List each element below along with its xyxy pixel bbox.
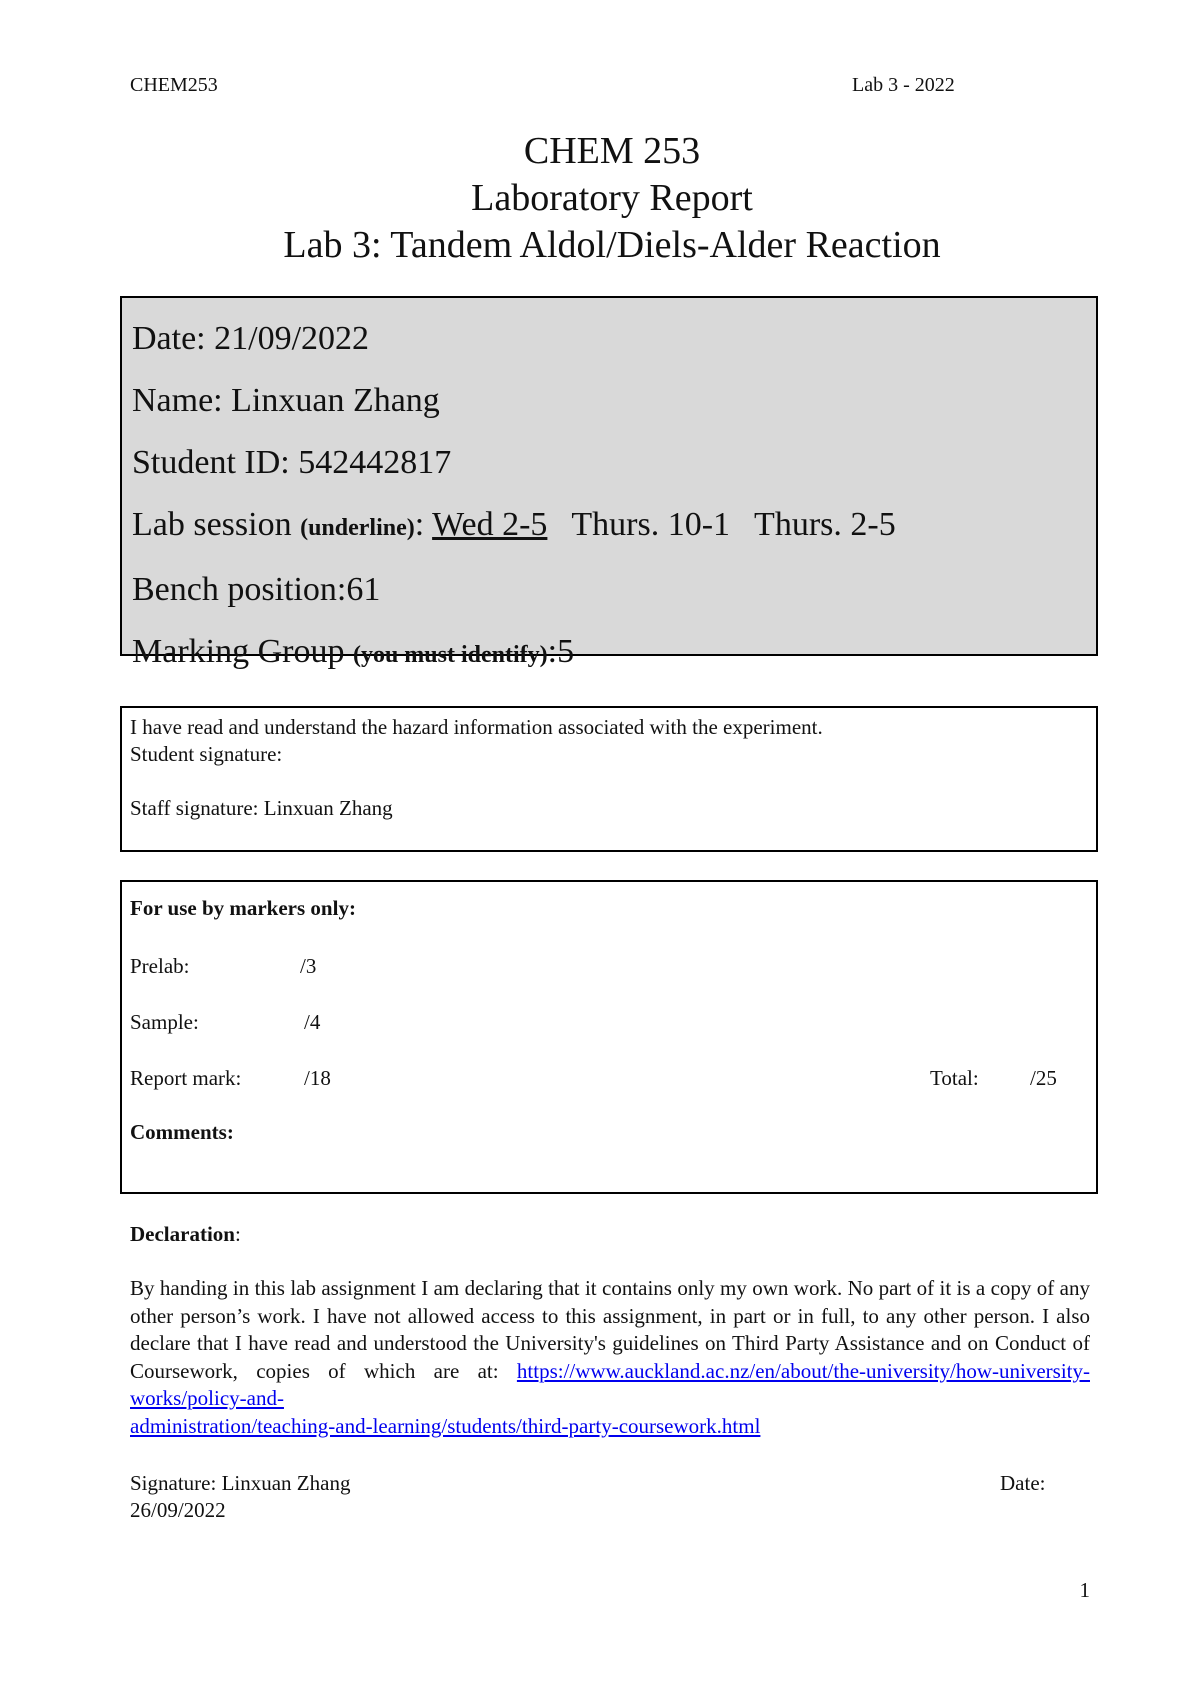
student-info-box bbox=[120, 296, 1098, 670]
marking-group-colon: : bbox=[547, 633, 558, 670]
prelab-label: Prelab: bbox=[130, 954, 190, 978]
name-label: Name: bbox=[132, 382, 232, 419]
lab-session-hint: (underline) bbox=[300, 515, 415, 541]
report-mark-max: /18 bbox=[304, 1066, 331, 1090]
title-report: Laboratory Report bbox=[471, 177, 753, 219]
declaration-date-value: 26/09/2022 bbox=[130, 1498, 226, 1522]
declaration-heading-colon: : bbox=[234, 1222, 241, 1246]
declaration-body bbox=[130, 1275, 1090, 1440]
title-course: CHEM 253 bbox=[523, 130, 701, 172]
date-value: 21/09/2022 bbox=[214, 320, 370, 357]
prelab-max: /3 bbox=[300, 954, 317, 978]
bench-position-line bbox=[132, 559, 1086, 621]
date-line bbox=[132, 308, 1086, 370]
marking-group-hint: (you must identify) bbox=[352, 642, 548, 668]
marking-group-value: 5 bbox=[557, 633, 575, 670]
declaration-heading: Declaration bbox=[130, 1222, 235, 1246]
hazard-statement: I have read and understand the hazard information associated with the experiment. bbox=[130, 715, 823, 739]
student-id-label: Student ID: bbox=[132, 444, 299, 481]
comments-label: Comments: bbox=[130, 1120, 234, 1144]
bench-position-value: 61 bbox=[346, 571, 381, 608]
report-mark-label: Report mark: bbox=[130, 1066, 242, 1090]
lab-session-line bbox=[132, 494, 1086, 559]
sample-label: Sample: bbox=[130, 1010, 199, 1034]
lab-session-colon: : bbox=[414, 506, 433, 543]
student-signature: Student signature: bbox=[130, 742, 283, 766]
name-line bbox=[132, 370, 1086, 432]
staff-signature: Staff signature: Linxuan Zhang bbox=[130, 796, 393, 820]
hazard-box bbox=[120, 706, 1098, 852]
header-lab: Lab 3 - 2022 bbox=[852, 74, 955, 96]
bench-position-label: Bench position: bbox=[132, 571, 347, 608]
total-max: /25 bbox=[1030, 1066, 1057, 1090]
sample-max: /4 bbox=[304, 1010, 321, 1034]
lab-session-option: Thurs. 2-5 bbox=[754, 506, 896, 543]
lab-session-option-selected: Wed 2-5 bbox=[432, 506, 548, 543]
title-block bbox=[0, 128, 1200, 269]
lab-session-label: Lab session bbox=[132, 506, 301, 543]
markers-box bbox=[120, 880, 1098, 1194]
declaration-text: By handing in this lab assignment I am declaring that it contains only my own work. No part of it is a copy of any other person’s work. I have not allowed access to this assignment, in part or in full, to any other person. I also declare that I have read and understood the University's guidelines on Third Party Assistance and on Conduct of Coursework, copies of which are at: bbox=[130, 1276, 1090, 1383]
date-label: Date: bbox=[132, 320, 215, 357]
total-label: Total: bbox=[930, 1066, 979, 1090]
declaration-date-label: Date: bbox=[1000, 1471, 1046, 1495]
lab-session-option: Thurs. 10-1 bbox=[571, 506, 731, 543]
student-id-value: 542442817 bbox=[298, 444, 452, 481]
header-course: CHEM253 bbox=[130, 74, 218, 96]
marking-group-line bbox=[132, 621, 1086, 686]
title-lab: Lab 3: Tandem Aldol/Diels-Alder Reaction bbox=[283, 224, 941, 266]
markers-heading: For use by markers only: bbox=[130, 896, 356, 920]
student-id-line bbox=[132, 432, 1086, 494]
name-value: Linxuan Zhang bbox=[231, 382, 440, 419]
page-number: 1 bbox=[1079, 1578, 1090, 1602]
signature-line: Signature: Linxuan Zhang bbox=[130, 1471, 351, 1495]
declaration-heading-line bbox=[130, 1221, 1090, 1249]
guidelines-link-line1: https://www.auckland.ac.nz/en/about/the-university/how-university-works/policy-and- bbox=[130, 1358, 1090, 1410]
guidelines-link-line2: administration/teaching-and-learning/students/third-party-coursework.html bbox=[130, 1413, 761, 1438]
marking-group-label: Marking Group bbox=[132, 633, 353, 670]
